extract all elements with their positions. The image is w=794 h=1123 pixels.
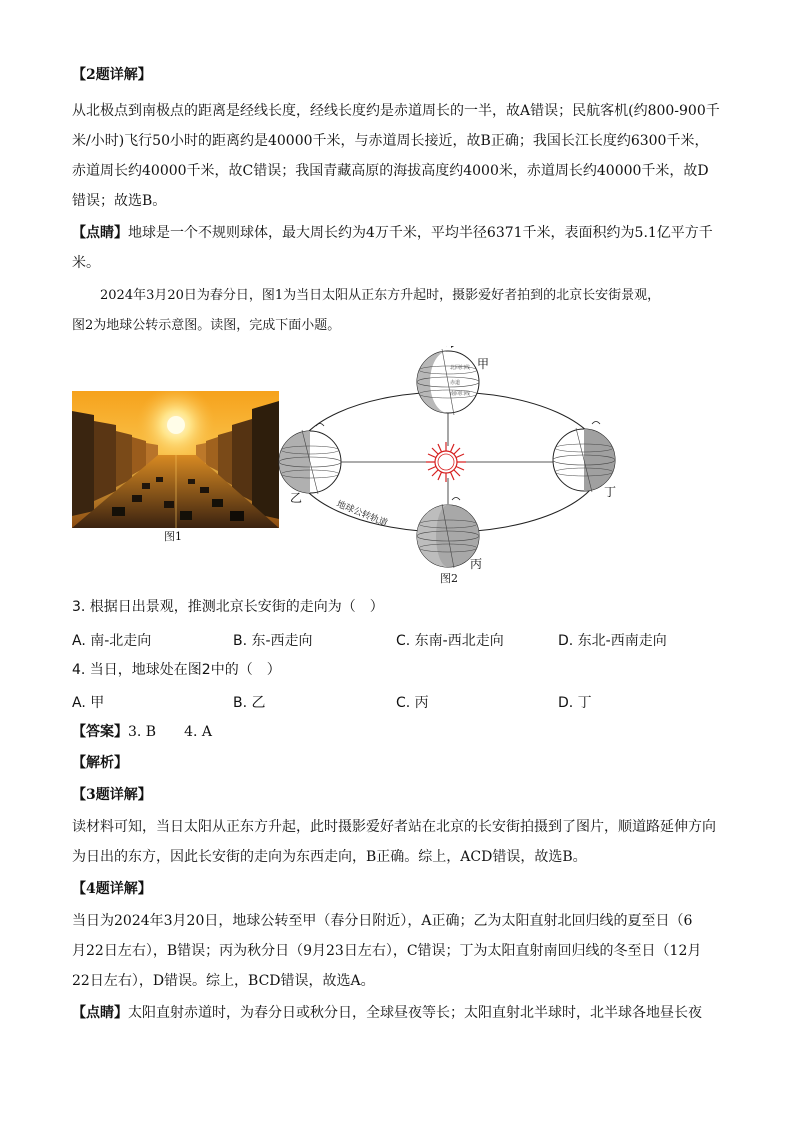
tip-1-line-2: 米。 xyxy=(72,255,100,271)
section-2-line-1: 从北极点到南极点的距离是经线长度，经线长度约是赤道周长的一半，故A错误；民航客机(约800-900千 xyxy=(72,103,720,119)
section-2-line-4: 错误；故选B。 xyxy=(72,193,167,209)
tip-2-line xyxy=(72,1004,702,1022)
label-yi: 乙 xyxy=(290,491,303,505)
orbit-label: 地球公转轨道 xyxy=(334,499,389,530)
globe-label-tropic-south: 南回归线 xyxy=(450,391,471,397)
q4-option-c: C. 丙 xyxy=(396,695,429,711)
answer-text: 3. B 4. A xyxy=(128,724,213,740)
globe-ding xyxy=(553,422,615,493)
globe-yi xyxy=(279,424,341,495)
sun-icon xyxy=(426,442,466,482)
section-4-line-3: 22日左右），D错误。综上，BCD错误，故选A。 xyxy=(72,973,375,989)
q3-option-b: B. 东-西走向 xyxy=(233,633,313,649)
tip-1-text: 地球是一个不规则球体，最大周长约为4万千米，平均半径6371千米，表面积约为5.1亿平方千 xyxy=(128,225,713,241)
label-jia: 甲 xyxy=(477,357,490,371)
section-4-line-2: 月22日左右），B错误；丙为秋分日（9月23日左右），C错误；丁为太阳直射南回归线的冬至日（12月 xyxy=(72,943,702,959)
answer-line xyxy=(72,723,212,741)
q3-option-d: D. 东北-西南走向 xyxy=(558,633,667,649)
tip-2-label: 【点睛】 xyxy=(72,1005,128,1021)
intro-line-1: 2024年3月20日为春分日，图1为当日太阳从正东方升起时，摄影爱好者拍到的北京长安街景观， xyxy=(100,288,661,303)
globe-jia xyxy=(417,346,479,415)
earth-orbit-diagram xyxy=(278,346,618,582)
section-2-heading: 【2题详解】 xyxy=(72,67,152,83)
tip-1-line-1 xyxy=(72,224,713,242)
q4-option-d: D. 丁 xyxy=(558,695,592,711)
globe-label-tropic-north: 北回归线 xyxy=(450,365,471,371)
figure-2-caption: 图2 xyxy=(440,572,458,585)
q4-option-a: A. 甲 xyxy=(72,695,105,711)
q3-option-a: A. 南-北走向 xyxy=(72,633,152,649)
intro-line-2: 图2为地球公转示意图。读图，完成下面小题。 xyxy=(72,318,341,333)
section-4-heading: 【4题详解】 xyxy=(72,881,152,897)
section-2-line-3: 赤道周长约40000千米，故C错误；我国青藏高原的海拔高度约4000米，赤道周长约40000千米，故D xyxy=(72,163,709,179)
section-3-heading: 【3题详解】 xyxy=(72,787,152,803)
sunrise-street-photo xyxy=(72,391,279,528)
q4-option-b: B. 乙 xyxy=(233,695,266,711)
section-2-line-2: 米/小时)飞行50小时的距离约是40000千米，与赤道周长接近，故B正确；我国长江长度约6300千米， xyxy=(72,133,709,149)
tip-1-label: 【点睛】 xyxy=(72,225,128,241)
label-ding: 丁 xyxy=(604,485,617,499)
q4-stem: 4. 当日，地球处在图2中的（ ） xyxy=(72,662,281,678)
section-3-line-1: 读材料可知，当日太阳从正东方升起，此时摄影爱好者站在北京的长安街拍摄到了图片，顺道路延伸方向 xyxy=(72,819,716,835)
q3-option-c: C. 东南-西北走向 xyxy=(396,633,504,649)
analysis-label: 【解析】 xyxy=(72,755,128,771)
figure-1-caption: 图1 xyxy=(164,530,182,543)
label-bing: 丙 xyxy=(470,557,483,571)
q3-stem: 3. 根据日出景观，推测北京长安街的走向为（ ） xyxy=(72,599,384,615)
globe-label-equator: 赤道 xyxy=(450,380,461,386)
section-3-line-2: 为日出的东方，因此长安街的走向为东西走向，B正确。综上，ACD错误，故选B。 xyxy=(72,849,587,865)
tip-2-text: 太阳直射赤道时，为春分日或秋分日，全球昼夜等长；太阳直射北半球时，北半球各地昼长夜 xyxy=(128,1005,702,1021)
answer-label: 【答案】 xyxy=(72,724,128,740)
section-4-line-1: 当日为2024年3月20日，地球公转至甲（春分日附近），A正确；乙为太阳直射北回归线的夏至日（6 xyxy=(72,913,693,929)
